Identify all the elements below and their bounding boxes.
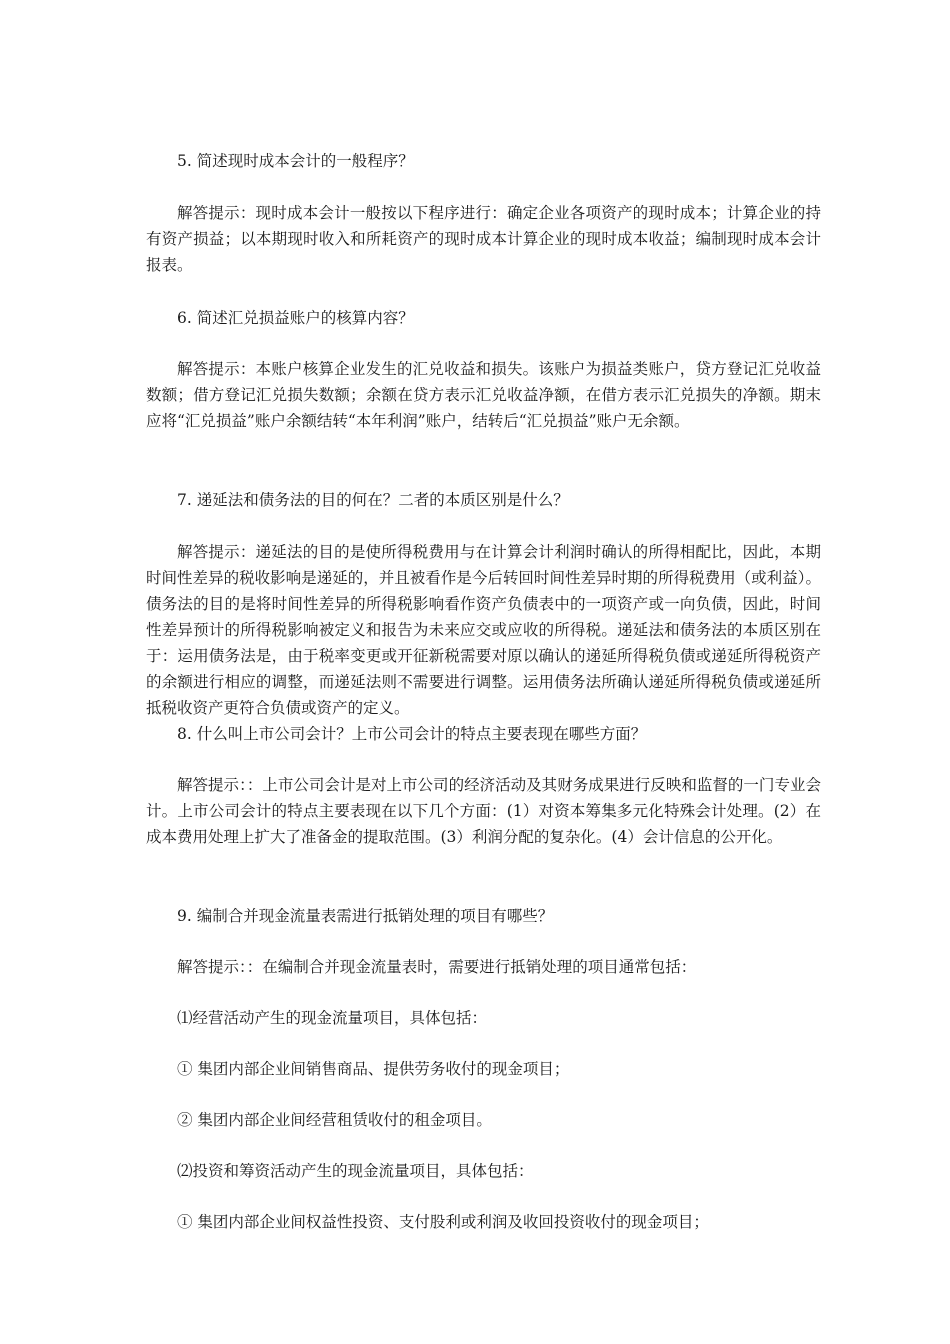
list-item: ⑵投资和筹资活动产生的现金流量项目，具体包括： [177, 1162, 534, 1180]
answer-6: 解答提示：本账户核算企业发生的汇兑收益和损失。该账户为损益类账户，贷方登记汇兑收益数额；借方登记汇兑损失数额；余额在贷方表示汇兑收益净额，在借方表示汇兑损失的净额。期末应将“汇兑损益”账户余额结转“本年利润”账户，结转后“汇兑损益”账户无余额。 [146, 360, 821, 430]
question-5: 5. 简述现时成本会计的一般程序？ [177, 152, 414, 170]
list-item: ① 集团内部企业间权益性投资、支付股利或利润及收回投资收付的现金项目； [177, 1213, 709, 1231]
question-6: 6. 简述汇兑损益账户的核算内容？ [177, 309, 414, 327]
answer-9-intro: 解答提示：：在编制合并现金流量表时，需要进行抵销处理的项目通常包括： [177, 958, 697, 976]
question-7: 7. 递延法和债务法的目的何在？二者的本质区别是什么？ [177, 491, 569, 509]
answer-8: 解答提示：：上市公司会计是对上市公司的经济活动及其财务成果进行反映和监督的一门专业会计。上市公司会计的特点主要表现在以下几个方面：(1）对资本筹集多元化特殊会计处理。(2）在成本费用处理上扩大了准备金的提取范围。(3）利润分配的复杂化。(4）会计信息的公开化。 [146, 776, 821, 846]
answer-7: 解答提示：递延法的目的是使所得税费用与在计算会计利润时确认的所得相配比，因此，本期时间性差异的税收影响是递延的，并且被看作是今后转回时间性差异时期的所得税费用（或利益）。债务法的目的是将时间性差异的所得税影响看作资产负债表中的一项资产或一向负债，因此，时间性差异预计的所得税影响被定义和报告为未来应交或应收的所得税。递延法和债务法的本质区别在于：运用债务法是，由于税率变更或开征新税需要对原以确认的递延所得税负债或递延所得税资产的余额进行相应的调整，而递延法则不需要进行调整。运用债务法所确认递延所得税负债或递延所抵税收资产更符合负债或资产的定义。 [146, 543, 821, 717]
answer-5: 解答提示：现时成本会计一般按以下程序进行：确定企业各项资产的现时成本；计算企业的持有资产损益；以本期现时收入和所耗资产的现时成本计算企业的现时成本收益；编制现时成本会计报表。 [146, 204, 821, 274]
question-9: 9. 编制合并现金流量表需进行抵销处理的项目有哪些？ [177, 907, 554, 925]
question-8: 8. 什么叫上市公司会计？上市公司会计的特点主要表现在哪些方面？ [177, 725, 647, 743]
list-item: ⑴经营活动产生的现金流量项目，具体包括： [177, 1009, 488, 1027]
list-item: ① 集团内部企业间销售商品、提供劳务收付的现金项目； [177, 1060, 570, 1078]
list-item: ② 集团内部企业间经营租赁收付的租金项目。 [177, 1111, 492, 1129]
